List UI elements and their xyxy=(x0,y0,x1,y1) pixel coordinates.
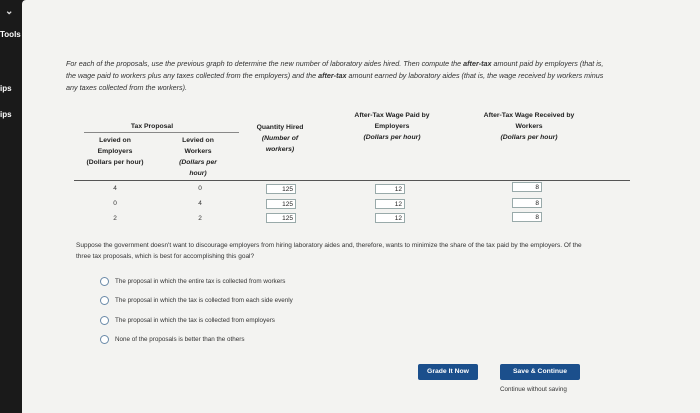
workers-tax-cell: 4 xyxy=(198,200,202,207)
paid-wage-input[interactable]: 12 xyxy=(375,213,405,223)
quantity-column-header: Quantity Hired (Number of workers) xyxy=(256,124,304,153)
quantity-input[interactable]: 125 xyxy=(266,199,296,209)
radio-button[interactable] xyxy=(100,296,109,305)
paid-wage-input[interactable]: 12 xyxy=(375,184,405,194)
sidebar-item-tips-1[interactable]: ips xyxy=(0,84,12,93)
sidebar xyxy=(0,0,22,413)
option-workers[interactable]: The proposal in which the entire tax is collected from workers xyxy=(100,277,285,286)
paid-column-header: After-Tax Wage Paid by Employers (Dollars per hour) xyxy=(354,112,430,141)
paid-wage-input[interactable]: 12 xyxy=(375,199,405,209)
received-wage-input[interactable]: 8 xyxy=(512,182,542,192)
received-wage-input[interactable]: 8 xyxy=(512,198,542,208)
quantity-input[interactable]: 125 xyxy=(266,213,296,223)
sidebar-item-tools[interactable]: Tools xyxy=(0,30,21,39)
workers-tax-cell: 2 xyxy=(198,215,202,222)
option-none[interactable]: None of the proposals is better than the others xyxy=(100,335,245,344)
sidebar-item-tips-2[interactable]: ips xyxy=(0,110,12,119)
radio-button[interactable] xyxy=(100,316,109,325)
continue-without-saving-link[interactable]: Continue without saving xyxy=(500,386,567,393)
received-column-header: After-Tax Wage Received by Workers (Dollars per hour) xyxy=(483,112,575,141)
radio-button[interactable] xyxy=(100,277,109,286)
table-header-divider xyxy=(74,180,630,181)
employers-column-header: Levied on Employers (Dollars per hour) xyxy=(86,137,144,166)
employers-tax-cell: 0 xyxy=(113,200,117,207)
radio-button[interactable] xyxy=(100,335,109,344)
employers-tax-cell: 4 xyxy=(113,185,117,192)
instructions-text: For each of the proposals, use the previous graph to determine the new number of laboratory aides hired. Then compute the after-tax amount paid by employers (that is, the wage paid to workers plus any taxes collected from the employers) and the after-tax amount earned by laboratory aides (that is, the wage received by workers minus any taxes collected from the workers). xyxy=(66,59,604,92)
header-divider xyxy=(84,132,239,133)
employers-tax-cell: 2 xyxy=(113,215,117,222)
option-employers[interactable]: The proposal in which the tax is collected from employers xyxy=(100,316,275,325)
grade-it-now-button[interactable]: Grade It Now xyxy=(418,364,478,380)
workers-column-header: Levied on Workers (Dollars per hour) xyxy=(179,137,217,177)
save-continue-button[interactable]: Save & Continue xyxy=(500,364,580,380)
received-wage-input[interactable]: 8 xyxy=(512,212,542,222)
tax-proposal-header: Tax Proposal xyxy=(130,123,174,130)
question-text: Suppose the government doesn't want to discourage employers from hiring laboratory aides and, therefore, wants to minimize the share of the tax paid by the employers. Of the three tax proposals, which is best for accomplishing this goal? xyxy=(76,242,582,260)
chevron-down-icon[interactable]: ⌄ xyxy=(5,6,14,17)
quantity-input[interactable]: 125 xyxy=(266,184,296,194)
option-even[interactable]: The proposal in which the tax is collected from each side evenly xyxy=(100,296,293,305)
content-panel xyxy=(22,0,700,413)
workers-tax-cell: 0 xyxy=(198,185,202,192)
